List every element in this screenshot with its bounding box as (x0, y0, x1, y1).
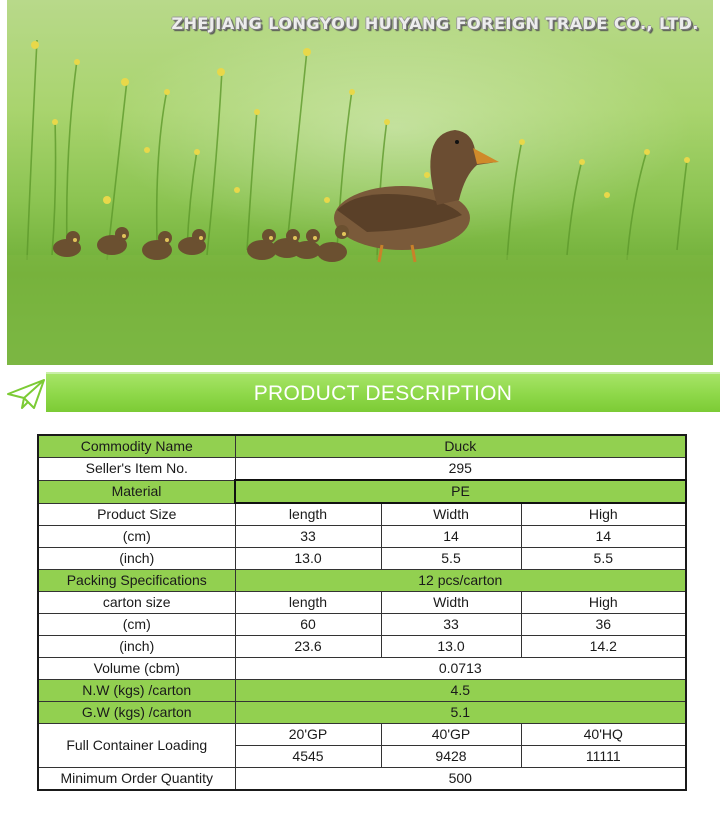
moq-label: Minimum Order Quantity (38, 768, 235, 791)
table-row (38, 526, 686, 548)
commodity-label: Commodity Name (38, 435, 235, 458)
item-no-value: 295 (235, 458, 686, 481)
material-label: Material (38, 480, 235, 503)
paper-plane-icon (6, 376, 46, 412)
material-value: PE (235, 480, 686, 503)
container-header-20gp: 20'GP (235, 724, 381, 746)
carton-size-cm-high: 36 (521, 614, 686, 636)
carton-size-inch-length: 23.6 (235, 636, 381, 658)
moq-value: 500 (235, 768, 686, 791)
container-value-40hq: 11111 (521, 746, 686, 768)
commodity-value: Duck (235, 435, 686, 458)
carton-size-inch-high: 14.2 (521, 636, 686, 658)
carton-size-inch-width: 13.0 (381, 636, 521, 658)
carton-size-cm-width: 33 (381, 614, 521, 636)
container-value-40gp: 9428 (381, 746, 521, 768)
product-size-cm-width: 14 (381, 526, 521, 548)
table-row (38, 592, 686, 614)
duck-family-illustration (7, 0, 713, 365)
volume-value: 0.0713 (235, 658, 686, 680)
table-row (38, 658, 686, 680)
carton-size-cm-length: 60 (235, 614, 381, 636)
table-row (38, 702, 686, 724)
product-spec-table (37, 434, 687, 791)
product-size-header-width: Width (381, 503, 521, 526)
table-row (38, 480, 686, 503)
table-row (38, 435, 686, 458)
product-size-label: Product Size (38, 503, 235, 526)
carton-size-cm-label: (cm) (38, 614, 235, 636)
product-size-cm-high: 14 (521, 526, 686, 548)
table-row (38, 636, 686, 658)
duck-shape (334, 130, 499, 262)
container-value-20gp: 4545 (235, 746, 381, 768)
packing-value: 12 pcs/carton (235, 570, 686, 592)
carton-size-inch-label: (inch) (38, 636, 235, 658)
table-row (38, 548, 686, 570)
product-size-cm-label: (cm) (38, 526, 235, 548)
product-size-inch-width: 5.5 (381, 548, 521, 570)
product-size-inch-high: 5.5 (521, 548, 686, 570)
banner-bar (46, 372, 720, 412)
table-row (38, 570, 686, 592)
section-banner (0, 370, 720, 418)
banner-title: PRODUCT DESCRIPTION (253, 382, 513, 405)
packing-label: Packing Specifications (38, 570, 235, 592)
table-row (38, 614, 686, 636)
product-size-header-high: High (521, 503, 686, 526)
container-header-40hq: 40'HQ (521, 724, 686, 746)
table-row (38, 680, 686, 702)
product-size-inch-length: 13.0 (235, 548, 381, 570)
product-size-inch-label: (inch) (38, 548, 235, 570)
carton-size-header-width: Width (381, 592, 521, 614)
table-row (38, 768, 686, 791)
company-watermark: ZHEJIANG LONGYOU HUIYANG FOREIGN TRADE CO., LTD. (171, 14, 699, 33)
product-size-header-length: length (235, 503, 381, 526)
gw-value: 5.1 (235, 702, 686, 724)
table-row (38, 503, 686, 526)
table-row (38, 458, 686, 481)
carton-size-header-length: length (235, 592, 381, 614)
volume-label: Volume (cbm) (38, 658, 235, 680)
gw-label: G.W (kgs) /carton (38, 702, 235, 724)
nw-label: N.W (kgs) /carton (38, 680, 235, 702)
nw-value: 4.5 (235, 680, 686, 702)
carton-size-label: carton size (38, 592, 235, 614)
hero-photo (7, 0, 713, 365)
product-size-cm-length: 33 (235, 526, 381, 548)
container-label: Full Container Loading (38, 724, 235, 768)
table-row (38, 724, 686, 746)
item-no-label: Seller's Item No. (38, 458, 235, 481)
carton-size-header-high: High (521, 592, 686, 614)
container-header-40gp: 40'GP (381, 724, 521, 746)
